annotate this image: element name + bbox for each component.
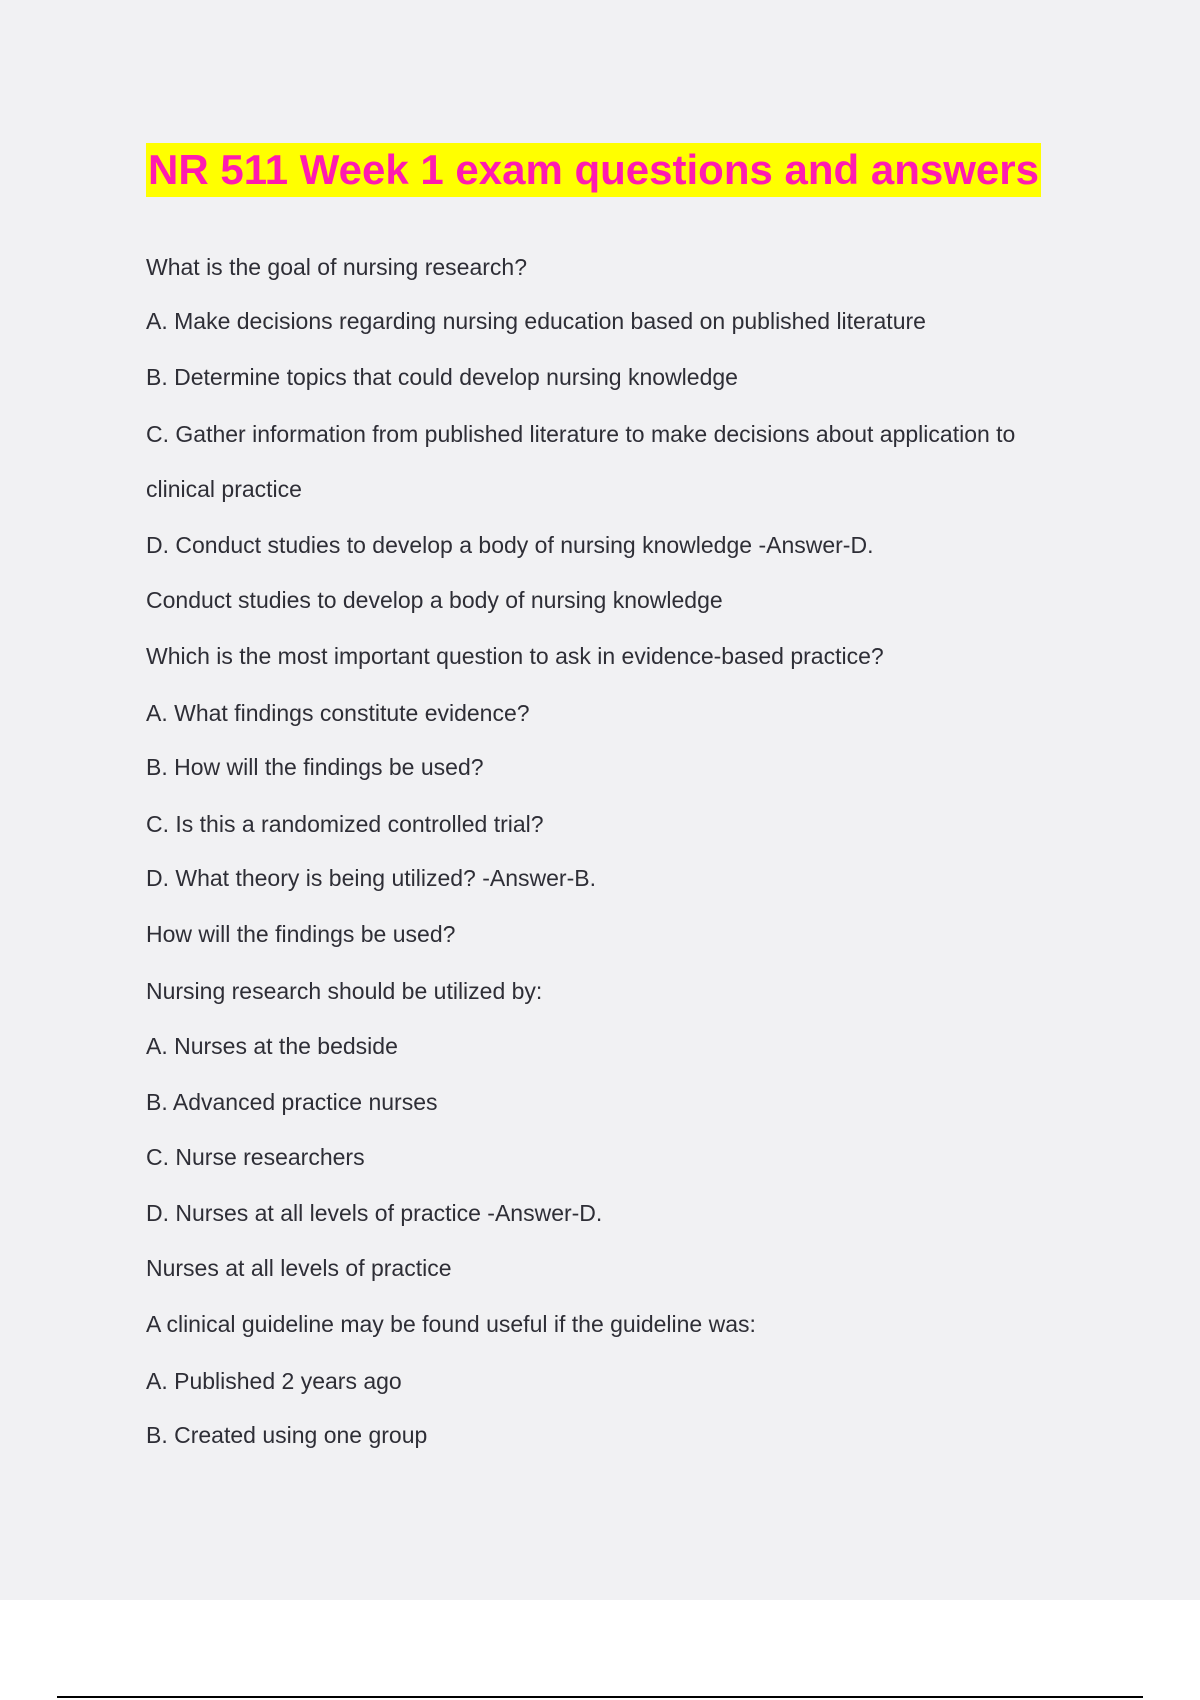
answer-option: B. Advanced practice nurses xyxy=(146,1089,438,1115)
answer-option: D. Conduct studies to develop a body of nursing knowledge -Answer-D. xyxy=(146,532,874,558)
answer-option: C. Nurse researchers xyxy=(146,1144,365,1170)
answer-option: D. Nurses at all levels of practice -Answer-D. xyxy=(146,1200,603,1226)
answer-option: B. How will the findings be used? xyxy=(146,754,484,780)
answer-option: B. Determine topics that could develop nursing knowledge xyxy=(146,364,738,390)
answer-option-continued: clinical practice xyxy=(146,476,302,502)
answer-option: A. Nurses at the bedside xyxy=(146,1033,398,1059)
correct-answer-text: Nurses at all levels of practice xyxy=(146,1255,452,1281)
footer-divider xyxy=(57,1696,1143,1698)
answer-option: A. Published 2 years ago xyxy=(146,1368,402,1394)
answer-option: A. Make decisions regarding nursing education based on published literature xyxy=(146,308,926,334)
document-title: NR 511 Week 1 exam questions and answers xyxy=(146,143,1041,197)
answer-option: B. Created using one group xyxy=(146,1422,428,1448)
answer-option: C. Is this a randomized controlled trial? xyxy=(146,811,544,837)
question-text: What is the goal of nursing research? xyxy=(146,254,527,280)
answer-option: D. What theory is being utilized? -Answer-B. xyxy=(146,865,596,891)
question-text: Which is the most important question to ask in evidence-based practice? xyxy=(146,643,884,669)
correct-answer-text: Conduct studies to develop a body of nursing knowledge xyxy=(146,587,723,613)
answer-option: A. What findings constitute evidence? xyxy=(146,700,530,726)
answer-option: C. Gather information from published literature to make decisions about application to xyxy=(146,421,1016,447)
correct-answer-text: How will the findings be used? xyxy=(146,921,456,947)
question-text: A clinical guideline may be found useful if the guideline was: xyxy=(146,1311,756,1337)
question-text: Nursing research should be utilized by: xyxy=(146,978,543,1004)
